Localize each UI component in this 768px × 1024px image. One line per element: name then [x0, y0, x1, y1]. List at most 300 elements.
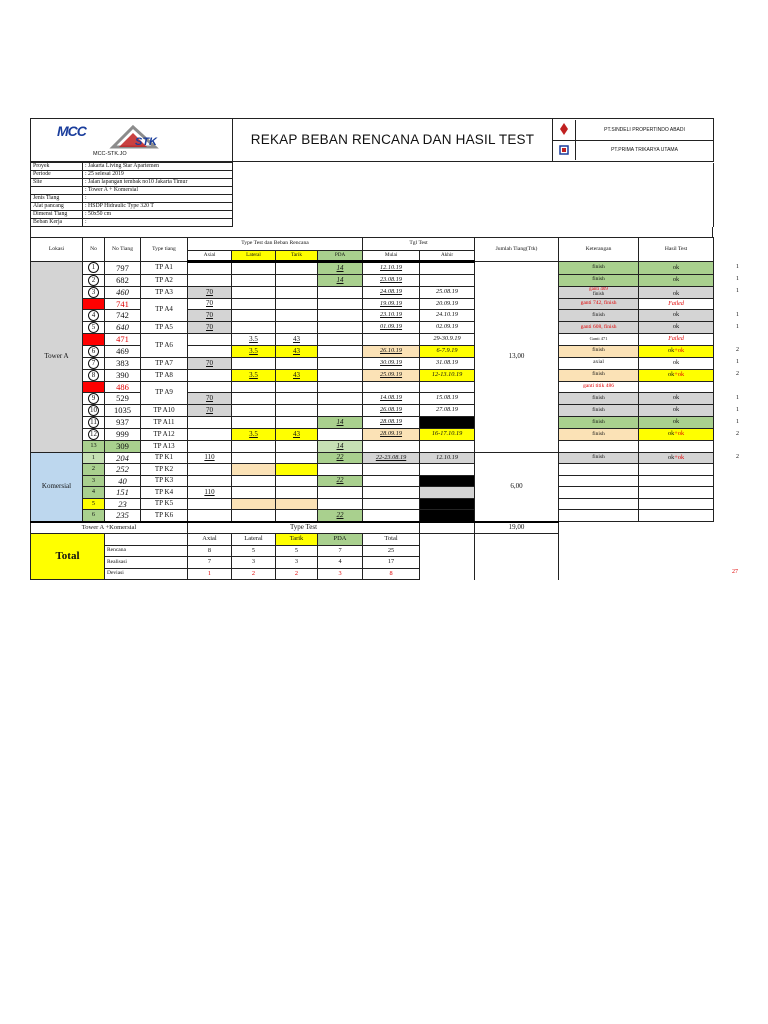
cell-keterangan: ganti 608, finish — [559, 322, 639, 334]
cell-no-tiang: 309 — [105, 441, 141, 453]
cell-no-tiang: 1035 — [105, 405, 141, 417]
cell-type-tiang: TP A7 — [141, 357, 188, 369]
cell-keterangan — [559, 510, 639, 522]
deviasi-axial: 1 — [188, 568, 232, 580]
col-mulai: Mulai — [363, 251, 420, 262]
info-value: : HSDP Hidraulic Type 320 T — [83, 203, 233, 211]
cell-akhir — [420, 274, 475, 286]
cell-hasil — [639, 498, 714, 510]
side-total: 27 — [732, 569, 738, 575]
cell-no-tiang: 742 — [105, 310, 141, 322]
cell-lateral — [232, 405, 276, 417]
table-row — [31, 405, 714, 417]
cell-tarik — [276, 393, 318, 405]
cell-type-tiang: TP A4 — [141, 298, 188, 322]
summary-jumlah: 19,00 — [475, 522, 559, 534]
col-pda: PDA — [318, 251, 363, 262]
cell-mulai: 23.10.19 — [363, 310, 420, 322]
cell-axial — [188, 345, 232, 357]
cell-tarik — [276, 357, 318, 369]
cell-mulai: 12.10.19 — [363, 262, 420, 275]
cell-mulai: 28.08.19 — [363, 417, 420, 429]
cell-mulai — [363, 441, 420, 453]
cell-no-tiang: 390 — [105, 369, 141, 381]
cell-no: 9 — [83, 393, 105, 405]
cell-akhir: 29-30.9.19 — [420, 334, 475, 346]
cell-lateral — [232, 298, 276, 310]
cell-mulai: 23.08.19 — [363, 274, 420, 286]
rencana-tarik: 5 — [276, 545, 318, 557]
side-count: 2 — [736, 371, 739, 377]
cell-lateral — [232, 487, 276, 499]
table-row — [31, 487, 714, 499]
rencana-lateral: 5 — [232, 545, 276, 557]
jumlah-tower-a: 13,00 — [475, 262, 559, 453]
cell-pda — [318, 487, 363, 499]
cell-hasil — [639, 487, 714, 499]
col-no-tiang: No Tiang — [105, 238, 141, 262]
cell-keterangan — [559, 487, 639, 499]
side-count: 1 — [736, 263, 739, 270]
cell-type-tiang: TP A11 — [141, 417, 188, 429]
cell-keterangan: finish — [559, 310, 639, 322]
cell-keterangan — [559, 464, 639, 476]
sum-col-lateral: Lateral — [232, 534, 276, 546]
table-row — [31, 322, 714, 334]
cell-pda — [318, 369, 363, 381]
cell-no: 13 — [83, 441, 105, 453]
side-count: 1 — [736, 359, 739, 365]
cell-tarik — [276, 274, 318, 286]
cell-no: 3 — [83, 286, 105, 298]
cell-no: 12 — [83, 429, 105, 441]
sum-col-total: Total — [363, 534, 420, 546]
cell-hasil: ok+ok — [639, 429, 714, 441]
cell-tarik — [276, 441, 318, 453]
report-sheet — [30, 118, 713, 580]
realisasi-tarik: 3 — [276, 557, 318, 569]
cell-pda: 14 — [318, 262, 363, 275]
info-label — [31, 187, 83, 195]
cell-no: 5 — [83, 322, 105, 334]
cell-lateral — [232, 475, 276, 487]
info-row — [31, 171, 714, 179]
cell-hasil: ok+ok — [639, 345, 714, 357]
cell-mulai — [363, 510, 420, 522]
cell-tarik — [276, 475, 318, 487]
cell-mulai: 01.09.19 — [363, 322, 420, 334]
cell-type-tiang: TP K6 — [141, 510, 188, 522]
rencana-total: 25 — [363, 545, 420, 557]
cell-axial: 70 — [188, 322, 232, 334]
col-lokasi: Lokasi — [31, 238, 83, 262]
rencana-label: Rencana — [105, 545, 188, 557]
cell-lateral — [232, 510, 276, 522]
table-row — [31, 298, 714, 310]
cell-hasil: ok+ok — [639, 452, 714, 464]
cell-type-tiang: TP A13 — [141, 441, 188, 453]
table-row — [31, 452, 714, 464]
cell-axial: 70 — [188, 298, 232, 310]
realisasi-lateral: 3 — [232, 557, 276, 569]
cell-no-tiang: 23 — [105, 498, 141, 510]
cell-lateral — [232, 381, 276, 393]
cell-tarik — [276, 452, 318, 464]
cell-tarik — [276, 417, 318, 429]
cell-axial — [188, 334, 232, 346]
table-row — [31, 510, 714, 522]
logo-caption: MCC-STK.JO — [93, 151, 127, 157]
deviasi-total: 8 — [363, 568, 420, 580]
table-row — [31, 274, 714, 286]
total-label: Total — [31, 534, 105, 580]
cell-lateral — [232, 452, 276, 464]
cell-tarik — [276, 298, 318, 310]
cell-hasil: ok — [639, 417, 714, 429]
col-no: No — [83, 238, 105, 262]
info-value: : Jalan lapangan tembak no10 Jakarta Timur — [83, 179, 233, 187]
cell-type-tiang: TP A1 — [141, 262, 188, 275]
cell-pda: 14 — [318, 417, 363, 429]
col-jumlah: Jumlah Tiang(Ttk) — [475, 238, 559, 262]
cell-no: 1 — [83, 452, 105, 464]
cell-akhir: 15.08.19 — [420, 393, 475, 405]
info-value: : Tower A + Komersial — [83, 187, 233, 195]
table-row — [31, 393, 714, 405]
cell-axial — [188, 441, 232, 453]
cell-pda: 14 — [318, 274, 363, 286]
cell-lateral — [232, 262, 276, 275]
rencana-pda: 7 — [318, 545, 363, 557]
cell-akhir — [420, 475, 475, 487]
col-tarik: Tarik — [276, 251, 318, 262]
col-type-test-group: Type Test dan Beban Rencana — [188, 238, 363, 251]
mcc-logo: MCC — [57, 123, 86, 139]
cell-axial — [188, 464, 232, 476]
cell-keterangan: ganti 742, finish — [559, 298, 639, 310]
cell-no-tiang: 469 — [105, 345, 141, 357]
cell-hasil — [639, 510, 714, 522]
cell-no-tiang: 151 — [105, 487, 141, 499]
cell-no: 2 — [83, 464, 105, 476]
table-row — [31, 441, 714, 453]
cell-mulai: 22-23.08.19 — [363, 452, 420, 464]
cell-lateral — [232, 417, 276, 429]
cell-lateral — [232, 274, 276, 286]
cell-hasil: Failed — [639, 298, 714, 310]
table-row — [31, 310, 714, 322]
info-label: Proyek — [31, 163, 83, 171]
cell-pda — [318, 310, 363, 322]
cell-akhir — [420, 441, 475, 453]
summary-label: Tower A +Komersial — [31, 522, 188, 534]
info-row — [31, 219, 714, 227]
deviasi-pda: 3 — [318, 568, 363, 580]
page-title: REKAP BEBAN RENCANA DAN HASIL TEST — [233, 119, 553, 162]
cell-no — [83, 298, 105, 310]
cell-lateral: 3.5 — [232, 429, 276, 441]
cell-mulai: 26.10.19 — [363, 345, 420, 357]
cell-type-tiang: TP A12 — [141, 429, 188, 441]
cell-axial — [188, 381, 232, 393]
cell-pda — [318, 357, 363, 369]
side-count: 1 — [736, 406, 739, 413]
test-table — [30, 237, 714, 580]
info-row — [31, 187, 714, 195]
cell-mulai — [363, 475, 420, 487]
cell-keterangan: ganti 409 finish — [559, 286, 639, 298]
info-label: Site — [31, 179, 83, 187]
info-label: Beban Kerja — [31, 219, 83, 227]
cell-akhir: 12-13.10.19 — [420, 369, 475, 381]
project-info — [30, 162, 714, 227]
cell-akhir: 27.08.19 — [420, 405, 475, 417]
side-count: 1 — [736, 418, 739, 425]
cell-no-tiang: 252 — [105, 464, 141, 476]
cell-no-tiang: 383 — [105, 357, 141, 369]
cell-mulai — [363, 381, 420, 393]
side-count: 1 — [736, 323, 739, 330]
cell-no-tiang: 937 — [105, 417, 141, 429]
sum-col-pda: PDA — [318, 534, 363, 546]
realisasi-pda: 4 — [318, 557, 363, 569]
cell-tarik — [276, 262, 318, 275]
info-label: Periode — [31, 171, 83, 179]
group-komersial: Komersial — [31, 452, 83, 522]
cell-pda — [318, 429, 363, 441]
cell-no-tiang: 460 — [105, 286, 141, 298]
cell-no-tiang: 797 — [105, 262, 141, 275]
side-count: 2 — [736, 430, 739, 437]
cell-akhir: 6-7.9.19 — [420, 345, 475, 357]
cell-tarik — [276, 510, 318, 522]
cell-axial — [188, 498, 232, 510]
deviasi-tarik: 2 — [276, 568, 318, 580]
cell-no — [83, 334, 105, 346]
cell-hasil: ok — [639, 286, 714, 298]
realisasi-label: Realisasi — [105, 557, 188, 569]
table-row — [31, 369, 714, 381]
col-keterangan: Keterangan — [559, 238, 639, 262]
group-tower-a: Tower A — [31, 262, 83, 453]
info-row — [31, 163, 714, 171]
cell-akhir: 20.09.19 — [420, 298, 475, 310]
cell-lateral: 3.5 — [232, 345, 276, 357]
info-value: : 25 selesai 2019 — [83, 171, 233, 179]
cell-no-tiang: 999 — [105, 429, 141, 441]
cell-tarik: 43 — [276, 429, 318, 441]
cell-akhir — [420, 498, 475, 510]
cell-hasil: ok — [639, 310, 714, 322]
realisasi-total: 17 — [363, 557, 420, 569]
cell-lateral: 3.5 — [232, 334, 276, 346]
cell-akhir — [420, 417, 475, 429]
deviasi-lateral: 2 — [232, 568, 276, 580]
cell-keterangan — [559, 475, 639, 487]
cell-akhir: 31.08.19 — [420, 357, 475, 369]
cell-type-tiang: TP A2 — [141, 274, 188, 286]
cell-axial: 70 — [188, 405, 232, 417]
cell-type-tiang: TP K5 — [141, 498, 188, 510]
cell-hasil: ok — [639, 405, 714, 417]
cell-pda: 14 — [318, 441, 363, 453]
cell-akhir — [420, 262, 475, 275]
cell-no: 4 — [83, 487, 105, 499]
cell-akhir — [420, 464, 475, 476]
cell-no-tiang: 204 — [105, 452, 141, 464]
cell-axial: 110 — [188, 452, 232, 464]
company-box — [553, 119, 714, 162]
cell-lateral — [232, 464, 276, 476]
table-row — [31, 357, 714, 369]
cell-hasil — [639, 441, 714, 453]
table-row — [31, 286, 714, 298]
cell-pda — [318, 393, 363, 405]
cell-lateral — [232, 322, 276, 334]
info-row — [31, 211, 714, 219]
cell-no: 10 — [83, 405, 105, 417]
info-label: Jenis Tiang — [31, 195, 83, 203]
rencana-axial: 8 — [188, 545, 232, 557]
cell-keterangan: finish — [559, 452, 639, 464]
company2-name: PT.PRIMA TRIKARYA UTAMA — [611, 147, 678, 153]
cell-hasil: ok — [639, 262, 714, 275]
cell-tarik — [276, 310, 318, 322]
cell-pda — [318, 381, 363, 393]
cell-akhir — [420, 487, 475, 499]
cell-mulai: 28.09.19 — [363, 429, 420, 441]
cell-no: 1 — [83, 262, 105, 275]
cell-mulai: 25.09.19 — [363, 369, 420, 381]
cell-tarik — [276, 381, 318, 393]
cell-keterangan: finish — [559, 274, 639, 286]
col-axial: Axial — [188, 251, 232, 262]
cell-pda — [318, 334, 363, 346]
cell-axial: 110 — [188, 487, 232, 499]
summary-type-test: Type Test — [188, 522, 420, 534]
cell-akhir: 16-17.10.19 — [420, 429, 475, 441]
info-label: Dimensi Tiang — [31, 211, 83, 219]
cell-mulai — [363, 464, 420, 476]
cell-pda — [318, 286, 363, 298]
cell-no: 11 — [83, 417, 105, 429]
cell-type-tiang: TP K2 — [141, 464, 188, 476]
info-row — [31, 179, 714, 187]
cell-hasil — [639, 475, 714, 487]
cell-pda: 22 — [318, 452, 363, 464]
cell-akhir: 25.08.19 — [420, 286, 475, 298]
cell-no-tiang: 640 — [105, 322, 141, 334]
cell-akhir: 02.09.19 — [420, 322, 475, 334]
cell-keterangan: finish — [559, 262, 639, 275]
table-row — [31, 345, 714, 357]
cell-axial — [188, 510, 232, 522]
side-count: 2 — [736, 453, 739, 460]
side-count: 1 — [736, 394, 739, 401]
col-tgl-test: Tgl Test — [363, 238, 475, 251]
cell-tarik: 43 — [276, 334, 318, 346]
cell-no: 8 — [83, 369, 105, 381]
cell-tarik — [276, 487, 318, 499]
cell-pda: 22 — [318, 475, 363, 487]
cell-axial: 70 — [188, 357, 232, 369]
col-akhir: Akhir — [420, 251, 475, 262]
cell-keterangan: finish — [559, 345, 639, 357]
cell-type-tiang: TP A3 — [141, 286, 188, 298]
stk-logo-text: STK — [135, 136, 157, 148]
cell-tarik — [276, 498, 318, 510]
table-row — [31, 498, 714, 510]
table-row — [31, 417, 714, 429]
cell-mulai — [363, 334, 420, 346]
cell-axial — [188, 475, 232, 487]
cell-no: 7 — [83, 357, 105, 369]
cell-no: 5 — [83, 498, 105, 510]
cell-akhir: 12.10.19 — [420, 452, 475, 464]
company2-logo — [553, 141, 576, 161]
cell-no: 6 — [83, 510, 105, 522]
cell-axial: 70 — [188, 310, 232, 322]
cell-no-tiang: 741 — [105, 298, 141, 310]
table-row — [31, 381, 714, 393]
col-hasil: Hasil Test — [639, 238, 714, 262]
side-count: 2 — [736, 347, 739, 353]
cell-hasil: ok — [639, 357, 714, 369]
info-label: Alat pancang — [31, 203, 83, 211]
cell-akhir — [420, 381, 475, 393]
cell-axial — [188, 369, 232, 381]
cell-axial — [188, 262, 232, 275]
cell-no: 3 — [83, 475, 105, 487]
cell-lateral — [232, 286, 276, 298]
cell-keterangan: Ganti 471 — [559, 334, 639, 346]
cell-pda — [318, 345, 363, 357]
info-value: : — [83, 195, 233, 203]
sum-col-tarik: Tarik — [276, 534, 318, 546]
info-value: : Jakarta Living Star Apartemen — [83, 163, 233, 171]
col-type-tiang: Type tiang — [141, 238, 188, 262]
cell-lateral — [232, 393, 276, 405]
cell-akhir — [420, 510, 475, 522]
cell-hasil: ok+ok — [639, 369, 714, 381]
cell-mulai: 24.08.19 — [363, 286, 420, 298]
cell-tarik — [276, 464, 318, 476]
stk-logo — [109, 123, 161, 151]
deviasi-label: Deviasi — [105, 568, 188, 580]
info-value: : 50x50 cm — [83, 211, 233, 219]
cell-hasil: Failed — [639, 334, 714, 346]
cell-keterangan: finish — [559, 429, 639, 441]
report-header — [30, 118, 714, 162]
cell-no-tiang: 486 — [105, 381, 141, 393]
cell-keterangan: ganti titik 486 — [559, 381, 639, 393]
cell-no — [83, 381, 105, 393]
summary-header-row — [31, 522, 714, 534]
cell-akhir: 24.10.19 — [420, 310, 475, 322]
cell-type-tiang: TP A5 — [141, 322, 188, 334]
cell-no-tiang: 471 — [105, 334, 141, 346]
company1-name: PT.SINDELI PROPERTINDO ABADI — [576, 120, 714, 141]
cell-hasil: ok — [639, 393, 714, 405]
cell-keterangan — [559, 498, 639, 510]
cell-mulai: 14.08.19 — [363, 393, 420, 405]
side-count: 1 — [736, 288, 739, 294]
cell-no: 6 — [83, 345, 105, 357]
cell-pda — [318, 464, 363, 476]
cell-tarik: 43 — [276, 345, 318, 357]
info-value: : — [83, 219, 233, 227]
cell-mulai: 26.08.19 — [363, 405, 420, 417]
